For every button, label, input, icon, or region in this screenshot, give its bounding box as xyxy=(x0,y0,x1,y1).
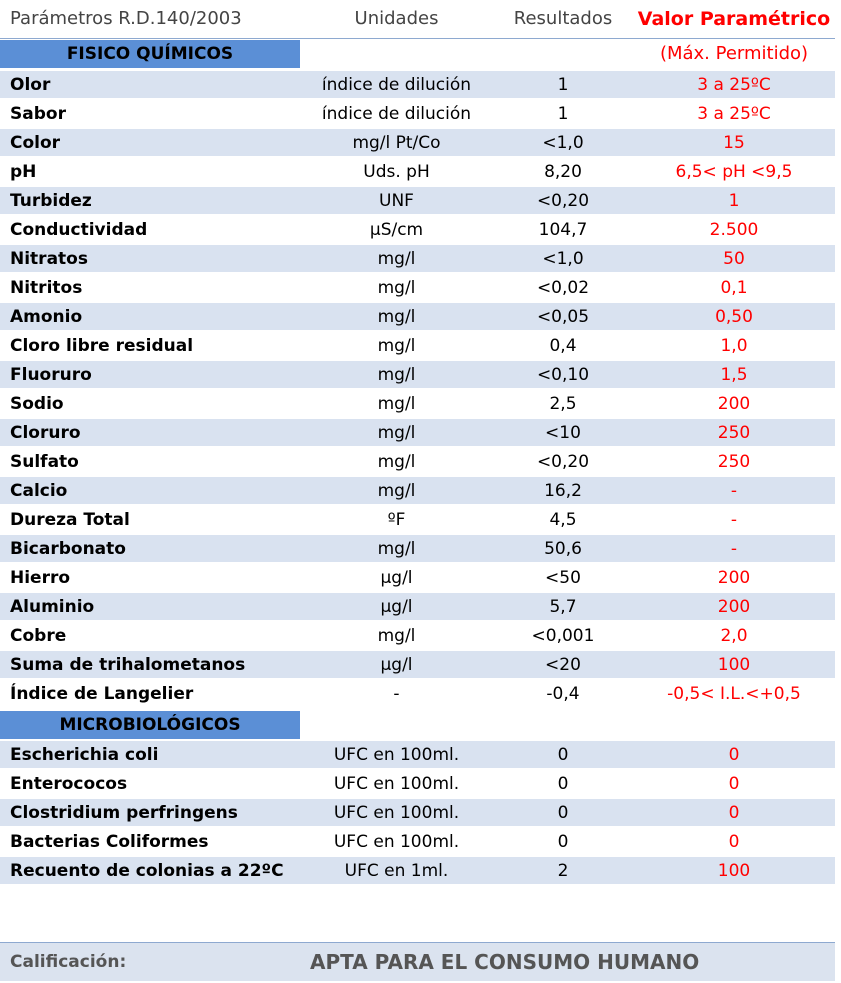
unit-cell: mg/l xyxy=(377,307,416,327)
header-limit: Valor Paramétrico xyxy=(637,8,831,30)
unit-cell: mg/l xyxy=(377,365,416,385)
limit-cell: 0,1 xyxy=(720,278,748,298)
table-row xyxy=(0,361,835,389)
result-cell: <1,0 xyxy=(542,249,584,269)
unit-cell: µg/l xyxy=(380,568,413,588)
table-row xyxy=(0,651,835,679)
result-cell: 16,2 xyxy=(544,481,582,501)
limit-cell: -0,5< I.L.<+0,5 xyxy=(667,684,801,704)
unit-cell: µg/l xyxy=(380,655,413,675)
unit-cell: mg/l xyxy=(377,481,416,501)
limit-cell: 100 xyxy=(717,655,751,675)
parameter-name: Turbidez xyxy=(10,191,92,211)
limit-cell: 250 xyxy=(717,423,751,443)
parameter-name: Sodio xyxy=(10,394,64,414)
unit-cell: mg/l xyxy=(377,423,416,443)
unit-cell: UFC en 100ml. xyxy=(333,832,460,852)
result-cell: 8,20 xyxy=(544,162,582,182)
parameter-name: Cobre xyxy=(10,626,67,646)
table-row xyxy=(0,741,835,769)
parameter-name: Hierro xyxy=(10,568,71,588)
table-row xyxy=(0,477,835,505)
result-cell: 104,7 xyxy=(538,220,588,240)
result-cell: <1,0 xyxy=(542,133,584,153)
limit-cell: 15 xyxy=(723,133,745,153)
unit-cell: ºF xyxy=(387,510,406,530)
limit-cell: 0,50 xyxy=(715,307,753,327)
section-fisico-quimicos xyxy=(0,40,835,68)
result-cell: 50,6 xyxy=(544,539,582,559)
section-microbiologicos xyxy=(0,711,835,739)
result-cell: <0,02 xyxy=(536,278,590,298)
result-cell: -0,4 xyxy=(546,684,580,704)
result-cell: 0 xyxy=(557,774,569,794)
limit-cell: 250 xyxy=(717,452,751,472)
section-note: (Máx. Permitido) xyxy=(659,43,809,64)
table-row xyxy=(0,622,835,650)
parameter-name: Índice de Langelier xyxy=(10,684,194,704)
result-cell: 5,7 xyxy=(549,597,577,617)
limit-cell: 3 a 25ºC xyxy=(697,75,771,95)
result-cell: <10 xyxy=(545,423,581,443)
parameter-name: Dureza Total xyxy=(10,510,130,530)
limit-cell: 0 xyxy=(728,774,740,794)
parameter-name: Suma de trihalometanos xyxy=(10,655,246,675)
unit-cell: mg/l Pt/Co xyxy=(352,133,441,153)
table-row xyxy=(0,187,835,215)
limit-cell: - xyxy=(730,481,738,501)
result-cell: 0 xyxy=(557,803,569,823)
unit-cell: mg/l xyxy=(377,394,416,414)
parameter-name: Enterococos xyxy=(10,774,128,794)
limit-cell: 200 xyxy=(717,597,751,617)
header-results: Resultados xyxy=(513,8,613,29)
limit-cell: 200 xyxy=(717,394,751,414)
result-cell: 1 xyxy=(557,104,569,124)
parameter-name: Cloro libre residual xyxy=(10,336,194,356)
result-cell: 2,5 xyxy=(549,394,577,414)
table-row xyxy=(0,828,835,856)
parameter-name: Cloruro xyxy=(10,423,81,443)
result-cell: 4,5 xyxy=(549,510,577,530)
result-cell: <0,20 xyxy=(536,191,590,211)
header-parameters: Parámetros R.D.140/2003 xyxy=(10,8,242,29)
table-row xyxy=(0,857,835,885)
limit-cell: - xyxy=(730,539,738,559)
table-row xyxy=(0,303,835,331)
limit-cell: 0 xyxy=(728,803,740,823)
unit-cell: Uds. pH xyxy=(363,162,430,182)
parameter-name: Amonio xyxy=(10,307,83,327)
limit-cell: 1 xyxy=(728,191,740,211)
parameter-name: Sabor xyxy=(10,104,66,124)
table-row xyxy=(0,564,835,592)
result-cell: <0,20 xyxy=(536,452,590,472)
limit-cell: 2.500 xyxy=(709,220,759,240)
limit-cell: 0 xyxy=(728,745,740,765)
table-row xyxy=(0,390,835,418)
qualification-bar xyxy=(0,942,835,981)
unit-cell: µg/l xyxy=(380,597,413,617)
unit-cell: UNF xyxy=(379,191,414,211)
parameter-name: Conductividad xyxy=(10,220,148,240)
qualification-value: APTA PARA EL CONSUMO HUMANO xyxy=(310,950,700,974)
result-cell: <0,05 xyxy=(536,307,590,327)
limit-cell: 100 xyxy=(717,861,751,881)
result-cell: 2 xyxy=(557,861,569,881)
limit-cell: 1,0 xyxy=(720,336,748,356)
table-row xyxy=(0,100,835,128)
table-row xyxy=(0,593,835,621)
unit-cell: mg/l xyxy=(377,278,416,298)
limit-cell: 1,5 xyxy=(720,365,748,385)
parameter-name: Bacterias Coliformes xyxy=(10,832,209,852)
table-row xyxy=(0,680,835,708)
unit-cell: UFC en 100ml. xyxy=(333,745,460,765)
parameter-name: Aluminio xyxy=(10,597,95,617)
unit-cell: UFC en 100ml. xyxy=(333,803,460,823)
parameter-name: Sulfato xyxy=(10,452,79,472)
parameter-name: Escherichia coli xyxy=(10,745,159,765)
result-cell: 1 xyxy=(557,75,569,95)
unit-cell: mg/l xyxy=(377,452,416,472)
unit-cell: µS/cm xyxy=(369,220,424,240)
parameter-name: Nitritos xyxy=(10,278,83,298)
section-title: FISICO QUÍMICOS xyxy=(0,40,300,68)
table-row xyxy=(0,332,835,360)
result-cell: <50 xyxy=(545,568,581,588)
unit-cell: índice de dilución xyxy=(321,104,472,124)
parameter-name: Clostridium perfringens xyxy=(10,803,238,823)
header-units: Unidades xyxy=(354,8,439,29)
parameter-name: Calcio xyxy=(10,481,68,501)
result-cell: <20 xyxy=(545,655,581,675)
qualification-label: Calificación: xyxy=(10,952,127,972)
limit-cell: 200 xyxy=(717,568,751,588)
table-row xyxy=(0,216,835,244)
parameter-name: Nitratos xyxy=(10,249,88,269)
parameter-name: Fluoruro xyxy=(10,365,92,385)
limit-cell: 3 a 25ºC xyxy=(697,104,771,124)
table-row xyxy=(0,448,835,476)
limit-cell: 0 xyxy=(728,832,740,852)
unit-cell: mg/l xyxy=(377,249,416,269)
limit-cell: 2,0 xyxy=(720,626,748,646)
result-cell: 0,4 xyxy=(549,336,577,356)
table-row xyxy=(0,506,835,534)
table-row xyxy=(0,274,835,302)
unit-cell: mg/l xyxy=(377,539,416,559)
result-cell: <0,001 xyxy=(531,626,595,646)
parameter-name: Bicarbonato xyxy=(10,539,126,559)
parameter-name: Recuento de colonias a 22ºC xyxy=(10,861,284,881)
unit-cell: mg/l xyxy=(377,626,416,646)
unit-cell: UFC en 100ml. xyxy=(333,774,460,794)
table-row xyxy=(0,158,835,186)
unit-cell: - xyxy=(393,684,400,704)
limit-cell: 6,5< pH <9,5 xyxy=(675,162,793,182)
parameter-name: Color xyxy=(10,133,61,153)
table-row xyxy=(0,129,835,157)
parameter-name: pH xyxy=(10,162,37,182)
table-header xyxy=(0,0,835,39)
section-title: MICROBIOLÓGICOS xyxy=(0,711,300,739)
parameter-name: Olor xyxy=(10,75,51,95)
table-row xyxy=(0,419,835,447)
table-row xyxy=(0,245,835,273)
table-row xyxy=(0,71,835,99)
limit-cell: 50 xyxy=(723,249,745,269)
table-row xyxy=(0,535,835,563)
limit-cell: - xyxy=(730,510,738,530)
table-row xyxy=(0,799,835,827)
result-cell: 0 xyxy=(557,745,569,765)
result-cell: <0,10 xyxy=(536,365,590,385)
unit-cell: índice de dilución xyxy=(321,75,472,95)
unit-cell: mg/l xyxy=(377,336,416,356)
result-cell: 0 xyxy=(557,832,569,852)
unit-cell: UFC en 1ml. xyxy=(344,861,449,881)
table-row xyxy=(0,770,835,798)
